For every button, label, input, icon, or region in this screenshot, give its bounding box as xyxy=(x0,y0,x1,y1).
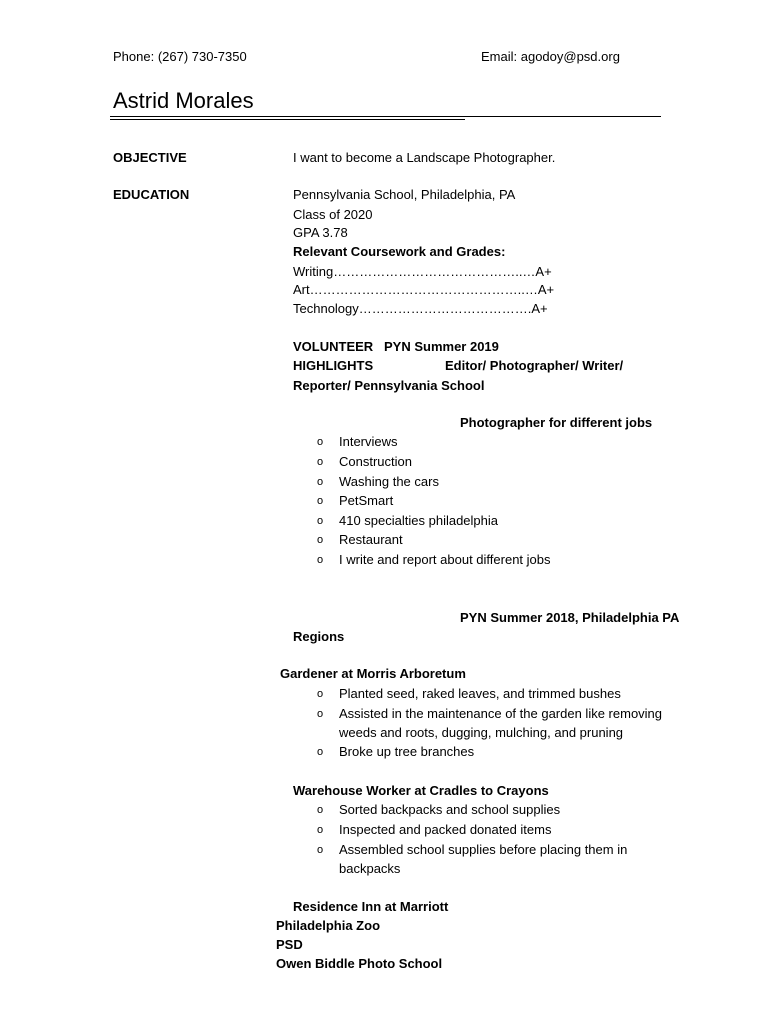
list-item: Restaurant xyxy=(339,532,403,547)
list-item-continuation: weeds and roots, dugging, mulching, and pruning xyxy=(339,725,624,740)
header-rule xyxy=(110,116,661,117)
education-gpa: GPA 3.78 xyxy=(293,225,348,240)
phone-text: Phone: (267) 730-7350 xyxy=(113,49,247,64)
list-item: I write and report about different jobs xyxy=(339,552,551,567)
gardener-title: Gardener at Morris Arboretum xyxy=(280,666,466,681)
coursework-heading: Relevant Coursework and Grades: xyxy=(293,244,506,259)
list-item: Assisted in the maintenance of the garden like removing xyxy=(339,706,663,721)
email-text: Email: agodoy@psd.org xyxy=(481,49,620,64)
regions-label: Regions xyxy=(293,629,345,644)
list-item: PetSmart xyxy=(339,493,394,508)
list-item: Inspected and packed donated items xyxy=(339,822,552,837)
header-rule-inner xyxy=(110,119,465,120)
volunteer-roles-cont: Reporter/ Pennsylvania School xyxy=(293,378,485,393)
photographer-heading: Photographer for different jobs xyxy=(460,415,653,430)
list-bullet: o xyxy=(317,554,324,566)
list-bullet: o xyxy=(317,495,324,507)
education-label: EDUCATION xyxy=(113,187,190,202)
list-bullet: o xyxy=(317,476,324,488)
list-bullet: o xyxy=(317,534,324,546)
role-philadelphia-zoo: Philadelphia Zoo xyxy=(276,918,381,933)
objective-text: I want to become a Landscape Photographer. xyxy=(293,150,556,165)
list-item: Washing the cars xyxy=(339,474,439,489)
education-class-of: Class of 2020 xyxy=(293,207,373,222)
list-item: Assembled school supplies before placing them in xyxy=(339,842,628,857)
role-residence-inn: Residence Inn at Marriott xyxy=(293,899,449,914)
list-bullet: o xyxy=(317,515,324,527)
list-item-continuation: backpacks xyxy=(339,861,401,876)
course-technology: Technology………………………………….A+ xyxy=(293,301,548,316)
list-item: Interviews xyxy=(339,434,398,449)
list-bullet: o xyxy=(317,456,324,468)
resume-name: Astrid Morales xyxy=(113,88,254,113)
list-item: Construction xyxy=(339,454,412,469)
list-bullet: o xyxy=(317,824,324,836)
list-bullet: o xyxy=(317,746,324,758)
list-item: 410 specialties philadelphia xyxy=(339,513,499,528)
volunteer-roles: Editor/ Photographer/ Writer/ xyxy=(445,358,624,373)
education-school: Pennsylvania School, Philadelphia, PA xyxy=(293,187,516,202)
course-art: Art…………………………………………..…A+ xyxy=(293,282,555,297)
role-owen-biddle: Owen Biddle Photo School xyxy=(276,956,443,971)
list-item: Sorted backpacks and school supplies xyxy=(339,802,561,817)
list-bullet: o xyxy=(317,804,324,816)
warehouse-title: Warehouse Worker at Cradles to Crayons xyxy=(293,783,549,798)
list-bullet: o xyxy=(317,688,324,700)
list-bullet: o xyxy=(317,708,324,720)
course-writing: Writing……………………………………..…A+ xyxy=(293,264,552,279)
list-bullet: o xyxy=(317,844,324,856)
role-psd: PSD xyxy=(276,937,303,952)
objective-label: OBJECTIVE xyxy=(113,150,187,165)
highlights-label: HIGHLIGHTS xyxy=(293,358,374,373)
program-2019: PYN Summer 2019 xyxy=(384,339,499,354)
list-bullet: o xyxy=(317,436,324,448)
list-item: Planted seed, raked leaves, and trimmed bushes xyxy=(339,686,621,701)
list-item: Broke up tree branches xyxy=(339,744,475,759)
program-2018: PYN Summer 2018, Philadelphia PA xyxy=(460,610,680,625)
volunteer-label: VOLUNTEER xyxy=(293,339,374,354)
